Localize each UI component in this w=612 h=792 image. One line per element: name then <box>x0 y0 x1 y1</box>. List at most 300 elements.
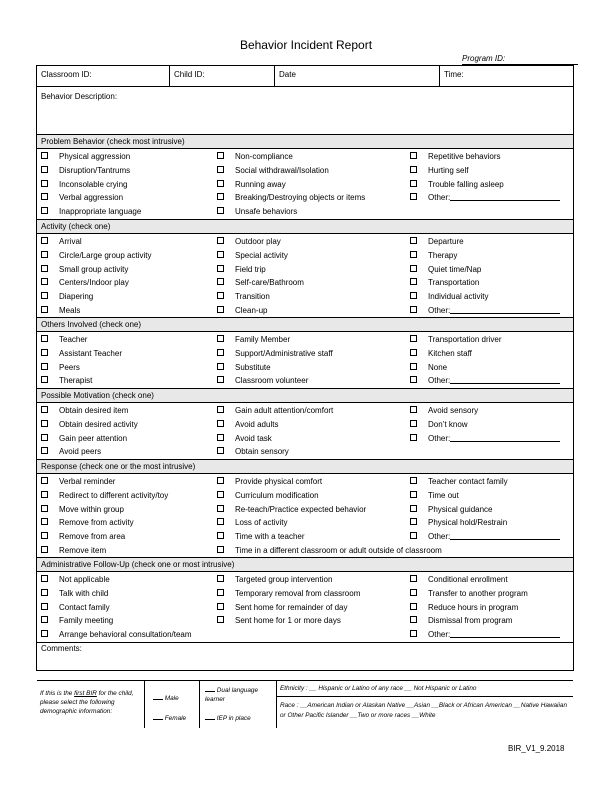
checkbox-label: Clean-up <box>235 305 268 315</box>
checkbox-option[interactable] <box>217 432 407 446</box>
checkbox-icon[interactable] <box>41 532 48 539</box>
checkbox-icon[interactable] <box>217 193 224 200</box>
checkbox-label: Reduce hours in program <box>428 602 519 612</box>
checkbox-icon[interactable] <box>41 477 48 484</box>
checkbox-label: Transportation <box>428 278 480 288</box>
checkbox-option[interactable] <box>410 587 570 601</box>
checkbox-option[interactable] <box>217 544 442 558</box>
checkbox-option[interactable] <box>217 573 407 587</box>
section-header-response: Response (check one or the most intrusive) <box>37 460 573 474</box>
race-options[interactable]: Race : __American Indian or Alaskan Native __Asian __Black or African American __Native Hawaiian or Other Pacific Islander __Two or more races __White <box>280 702 568 719</box>
checkbox-label: Teacher <box>59 335 88 344</box>
checkbox-icon[interactable] <box>410 420 417 427</box>
checkbox-icon[interactable] <box>41 630 48 637</box>
checkbox-label: Redirect to different activity/toy <box>59 490 169 500</box>
checkbox-icon[interactable] <box>217 180 224 187</box>
checkbox-option[interactable] <box>410 573 570 587</box>
checkbox-label: Avoid sensory <box>428 406 479 415</box>
checkbox-icon[interactable] <box>410 265 417 272</box>
other-blank-line[interactable] <box>450 192 560 201</box>
section-activity <box>37 234 573 318</box>
checkbox-option[interactable] <box>41 503 211 517</box>
checkbox-option[interactable] <box>41 614 211 628</box>
checkbox-icon[interactable] <box>41 546 48 553</box>
gender-options <box>145 681 200 728</box>
checkbox-label: Trouble falling asleep <box>428 179 504 189</box>
checkbox-option[interactable] <box>41 601 211 615</box>
checkbox-icon[interactable] <box>410 349 417 356</box>
checkbox-option[interactable] <box>41 304 211 318</box>
checkbox-option[interactable] <box>217 276 407 290</box>
child-id-field[interactable]: Child ID: <box>170 66 275 86</box>
checkbox-icon[interactable] <box>41 406 48 413</box>
checkbox-icon[interactable] <box>41 278 48 285</box>
behavior-description-field[interactable]: Behavior Description: <box>37 87 573 135</box>
activity-column-1 <box>41 235 211 318</box>
ethnicity-race <box>277 681 573 728</box>
checkbox-label: Individual activity <box>428 292 489 302</box>
checkbox-option[interactable] <box>410 516 570 530</box>
iep-option[interactable]: IEP in place <box>205 713 251 722</box>
checkbox-icon[interactable] <box>217 616 224 623</box>
checkbox-option[interactable] <box>410 628 570 642</box>
checkbox-icon[interactable] <box>217 152 224 159</box>
checkbox-option[interactable] <box>41 404 211 418</box>
checkbox-label: Unsafe behaviors <box>235 207 298 217</box>
checkbox-label: Remove from area <box>59 532 126 542</box>
others-column-1 <box>41 333 211 388</box>
checkbox-label: Family meeting <box>59 616 114 626</box>
form-version: BIR_V1_9.2018 <box>508 744 565 753</box>
checkbox-label: Other: <box>428 433 451 443</box>
checkbox-option[interactable] <box>41 290 211 304</box>
checkbox-label: Re-teach/Practice expected behavior <box>235 504 367 514</box>
checkbox-icon[interactable] <box>217 603 224 610</box>
checkbox-icon[interactable] <box>410 237 417 244</box>
checkbox-label: Inconsolable crying <box>59 179 128 189</box>
problem-column-1 <box>41 150 211 219</box>
checkbox-icon[interactable] <box>410 278 417 285</box>
checkbox-option[interactable] <box>410 361 570 375</box>
checkbox-icon[interactable] <box>41 518 48 525</box>
checkbox-option[interactable] <box>217 516 407 530</box>
checkbox-label: Departure <box>428 237 464 246</box>
checkbox-icon[interactable] <box>41 491 48 498</box>
checkbox-icon[interactable] <box>41 193 48 200</box>
others-column-3 <box>410 333 570 388</box>
other-blank-line[interactable] <box>450 375 560 384</box>
checkbox-label: Sent home for 1 or more days <box>235 616 341 626</box>
checkbox-icon[interactable] <box>217 505 224 512</box>
checkbox-option[interactable] <box>410 489 570 503</box>
checkbox-label: Arrange behavioral consultation/team <box>59 630 192 640</box>
other-blank-line[interactable] <box>450 305 560 314</box>
checkbox-label: Circle/Large group activity <box>59 250 152 260</box>
checkbox-option[interactable] <box>217 530 407 544</box>
checkbox-icon[interactable] <box>217 376 224 383</box>
checkbox-option[interactable] <box>41 573 211 587</box>
checkbox-icon[interactable] <box>410 434 417 441</box>
checkbox-option[interactable] <box>217 361 407 375</box>
checkbox-label: Provide physical comfort <box>235 477 323 486</box>
section-header-problem: Problem Behavior (check most intrusive) <box>37 135 573 149</box>
checkbox-icon[interactable] <box>41 166 48 173</box>
checkbox-option[interactable] <box>410 374 570 388</box>
checkbox-icon[interactable] <box>41 237 48 244</box>
checkbox-label: Contact family <box>59 602 110 612</box>
checkbox-icon[interactable] <box>410 363 417 370</box>
checkbox-icon[interactable] <box>217 420 224 427</box>
checkbox-option[interactable] <box>410 418 570 432</box>
response-column-3 <box>410 475 570 544</box>
checkbox-option[interactable] <box>410 347 570 361</box>
checkbox-option[interactable] <box>41 249 211 263</box>
checkbox-option[interactable] <box>410 503 570 517</box>
checkbox-icon[interactable] <box>41 616 48 623</box>
checkbox-icon[interactable] <box>41 505 48 512</box>
checkbox-option[interactable] <box>41 164 211 178</box>
checkbox-option[interactable] <box>410 304 570 318</box>
checkbox-icon[interactable] <box>217 546 224 553</box>
checkbox-option[interactable] <box>41 489 211 503</box>
checkbox-option[interactable] <box>410 263 570 277</box>
checkbox-option[interactable] <box>217 178 407 192</box>
checkbox-icon[interactable] <box>217 406 224 413</box>
checkbox-icon[interactable] <box>217 251 224 258</box>
problem-column-3 <box>410 150 570 205</box>
other-blank-line[interactable] <box>450 433 560 442</box>
checkbox-icon[interactable] <box>217 434 224 441</box>
checkbox-option[interactable] <box>41 361 211 375</box>
checkbox-label: Arrival <box>59 237 82 246</box>
checkbox-icon[interactable] <box>217 166 224 173</box>
checkbox-icon[interactable] <box>410 575 417 582</box>
checkbox-label: Avoid adults <box>235 419 279 429</box>
section-header-motivation: Possible Motivation (check one) <box>37 389 573 403</box>
section-others <box>37 332 573 389</box>
checkbox-icon[interactable] <box>41 251 48 258</box>
checkbox-option[interactable] <box>217 290 407 304</box>
checkbox-label: Peers <box>59 362 80 372</box>
checkbox-label: Special activity <box>235 250 288 260</box>
checkbox-label: Curriculum modification <box>235 490 319 500</box>
checkbox-icon[interactable] <box>41 335 48 342</box>
checkbox-icon[interactable] <box>41 292 48 299</box>
checkbox-option[interactable] <box>41 475 211 489</box>
checkbox-label: Quiet time/Nap <box>428 264 482 274</box>
checkbox-label: Obtain desired activity <box>59 419 138 429</box>
checkbox-icon[interactable] <box>41 152 48 159</box>
checkbox-label: Sent home for remainder of day <box>235 602 348 612</box>
checkbox-option[interactable] <box>217 164 407 178</box>
checkbox-icon[interactable] <box>410 491 417 498</box>
checkbox-icon[interactable] <box>410 376 417 383</box>
activity-column-2 <box>217 235 407 318</box>
checkbox-icon[interactable] <box>410 616 417 623</box>
checkbox-label: Classroom volunteer <box>235 376 309 386</box>
checkbox-option[interactable] <box>410 290 570 304</box>
checkbox-label: Move within group <box>59 504 124 514</box>
checkbox-option[interactable] <box>217 475 407 489</box>
checkbox-icon[interactable] <box>410 152 417 159</box>
checkbox-option[interactable] <box>41 530 211 544</box>
checkbox-label: Remove item <box>59 545 107 555</box>
checkbox-label: Physical hold/Restrain <box>428 518 508 528</box>
others-column-2 <box>217 333 407 388</box>
checkbox-icon[interactable] <box>41 603 48 610</box>
checkbox-icon[interactable] <box>41 420 48 427</box>
checkbox-label: Field trip <box>235 264 266 274</box>
classroom-id-field[interactable]: Classroom ID: <box>37 66 170 86</box>
checkbox-option[interactable] <box>217 614 407 628</box>
checkbox-option[interactable] <box>217 191 407 205</box>
checkbox-icon[interactable] <box>41 207 48 214</box>
checkbox-icon[interactable] <box>41 589 48 596</box>
checkbox-label: Therapy <box>428 250 458 260</box>
checkbox-label: Inappropriate language <box>59 207 142 217</box>
checkbox-option[interactable] <box>41 432 211 446</box>
section-header-admin: Administrative Follow-Up (check one or most intrusive) <box>37 558 573 572</box>
checkbox-option[interactable] <box>41 445 211 459</box>
checkbox-label: Temporary removal from classroom <box>235 588 361 598</box>
checkbox-option[interactable] <box>41 516 211 530</box>
checkbox-option[interactable] <box>410 235 570 249</box>
checkbox-label: Other: <box>428 193 451 203</box>
other-blank-line[interactable] <box>450 531 560 540</box>
checkbox-option[interactable] <box>217 205 407 219</box>
checkbox-label: Self-care/Bathroom <box>235 278 304 288</box>
checkbox-label: Other: <box>428 630 451 640</box>
checkbox-label: Transportation driver <box>428 335 502 344</box>
checkbox-label: Obtain desired item <box>59 406 129 415</box>
checkbox-option[interactable] <box>41 276 211 290</box>
checkbox-label: Verbal reminder <box>59 477 116 486</box>
checkbox-option[interactable] <box>41 235 211 249</box>
checkbox-label: Time out <box>428 490 459 500</box>
checkbox-option[interactable] <box>410 475 570 489</box>
checkbox-option[interactable] <box>217 503 407 517</box>
checkbox-option[interactable] <box>217 150 407 164</box>
checkbox-icon[interactable] <box>41 363 48 370</box>
checkbox-icon[interactable] <box>217 335 224 342</box>
checkbox-icon[interactable] <box>410 532 417 539</box>
checkbox-icon[interactable] <box>217 265 224 272</box>
checkbox-icon[interactable] <box>217 306 224 313</box>
activity-column-3 <box>410 235 570 318</box>
dual-language-option[interactable]: Dual language learner <box>205 687 258 703</box>
checkbox-icon[interactable] <box>410 603 417 610</box>
checkbox-label: Other: <box>428 376 451 386</box>
checkbox-label: Assistant Teacher <box>59 348 122 358</box>
checkbox-icon[interactable] <box>410 335 417 342</box>
checkbox-label: Hurting self <box>428 165 469 175</box>
checkbox-icon[interactable] <box>217 518 224 525</box>
checkbox-icon[interactable] <box>217 447 224 454</box>
checkbox-option[interactable] <box>217 249 407 263</box>
checkbox-label: Running away <box>235 179 286 189</box>
checkbox-icon[interactable] <box>217 292 224 299</box>
checkbox-icon[interactable] <box>41 376 48 383</box>
checkbox-option[interactable] <box>410 530 570 544</box>
checkbox-label: Talk with child <box>59 588 109 598</box>
checkbox-icon[interactable] <box>410 251 417 258</box>
checkbox-icon[interactable] <box>217 575 224 582</box>
checkbox-icon[interactable] <box>410 180 417 187</box>
checkbox-option[interactable] <box>410 150 570 164</box>
checkbox-label: Verbal aggression <box>59 193 124 203</box>
checkbox-label: Substitute <box>235 362 271 372</box>
checkbox-label: Transfer to another program <box>428 588 528 598</box>
checkbox-label: Disruption/Tantrums <box>59 165 131 175</box>
checkbox-icon[interactable] <box>410 477 417 484</box>
checkbox-option[interactable] <box>41 374 211 388</box>
checkbox-option[interactable] <box>410 178 570 192</box>
checkbox-label: Teacher contact family <box>428 477 508 486</box>
checkbox-icon[interactable] <box>41 447 48 454</box>
checkbox-option[interactable] <box>217 445 407 459</box>
checkbox-option[interactable] <box>41 628 211 642</box>
checkbox-icon[interactable] <box>41 434 48 441</box>
checkbox-option[interactable] <box>41 587 211 601</box>
checkbox-label: Small group activity <box>59 264 129 274</box>
checkbox-label: Centers/Indoor play <box>59 278 129 288</box>
checkbox-icon[interactable] <box>217 349 224 356</box>
motivation-column-2 <box>217 404 407 459</box>
checkbox-option[interactable] <box>410 404 570 418</box>
checkbox-label: Physical guidance <box>428 504 493 514</box>
checkbox-option[interactable] <box>217 489 407 503</box>
checkbox-label: Time in a different classroom or adult outside of classroom <box>235 545 442 555</box>
checkbox-icon[interactable] <box>410 306 417 313</box>
checkbox-option[interactable] <box>217 374 407 388</box>
checkbox-label: Conditional enrollment <box>428 575 508 584</box>
checkbox-icon[interactable] <box>217 589 224 596</box>
checkbox-option[interactable] <box>41 191 211 205</box>
checkbox-icon[interactable] <box>410 166 417 173</box>
demographics-intro: If this is the first BIR for the child, please select the following demographic information: <box>37 681 145 728</box>
checkbox-label: Don’t know <box>428 419 468 429</box>
section-response <box>37 474 573 558</box>
checkbox-icon[interactable] <box>410 589 417 596</box>
checkbox-icon[interactable] <box>410 505 417 512</box>
other-blank-line[interactable] <box>450 629 560 638</box>
checkbox-option[interactable] <box>410 249 570 263</box>
checkbox-icon[interactable] <box>217 477 224 484</box>
dll-iep-options <box>200 681 277 728</box>
checkbox-option[interactable] <box>41 263 211 277</box>
checkbox-icon[interactable] <box>217 278 224 285</box>
checkbox-label: Loss of activity <box>235 518 288 528</box>
program-id-field[interactable]: Program ID: <box>462 54 578 65</box>
checkbox-icon[interactable] <box>41 349 48 356</box>
checkbox-option[interactable] <box>410 432 570 446</box>
page-title: Behavior Incident Report <box>239 38 373 52</box>
female-option[interactable]: Female <box>153 713 186 722</box>
checkbox-label: Not applicable <box>59 575 110 584</box>
checkbox-label: Diapering <box>59 292 94 302</box>
checkbox-label: Other: <box>428 532 451 542</box>
checkbox-icon[interactable] <box>41 575 48 582</box>
checkbox-option[interactable] <box>41 333 211 347</box>
section-admin <box>37 572 573 643</box>
checkbox-label: Avoid peers <box>59 447 102 457</box>
demographics-row <box>37 681 573 728</box>
checkbox-option[interactable] <box>410 333 570 347</box>
checkbox-option[interactable] <box>217 418 407 432</box>
checkbox-icon[interactable] <box>217 363 224 370</box>
checkbox-icon[interactable] <box>217 237 224 244</box>
checkbox-label: Physical aggression <box>59 152 131 161</box>
checkbox-icon[interactable] <box>410 518 417 525</box>
checkbox-option[interactable] <box>41 150 211 164</box>
checkbox-label: Other: <box>428 305 451 315</box>
male-option[interactable]: Male <box>153 693 179 702</box>
section-header-others: Others Involved (check one) <box>37 318 573 332</box>
checkbox-icon[interactable] <box>41 180 48 187</box>
checkbox-icon[interactable] <box>217 532 224 539</box>
checkbox-option[interactable] <box>41 205 211 219</box>
motivation-column-1 <box>41 404 211 459</box>
checkbox-option[interactable] <box>217 347 407 361</box>
checkbox-label: Obtain sensory <box>235 447 289 457</box>
checkbox-option[interactable] <box>410 601 570 615</box>
comments-field[interactable]: Comments: <box>37 643 573 681</box>
checkbox-icon[interactable] <box>410 406 417 413</box>
checkbox-option[interactable] <box>217 601 407 615</box>
checkbox-option[interactable] <box>217 304 407 318</box>
checkbox-icon[interactable] <box>217 491 224 498</box>
checkbox-icon[interactable] <box>217 207 224 214</box>
checkbox-option[interactable] <box>410 614 570 628</box>
checkbox-icon[interactable] <box>41 265 48 272</box>
checkbox-label: Social withdrawal/Isolation <box>235 165 329 175</box>
checkbox-label: Gain adult attention/comfort <box>235 406 334 415</box>
time-field[interactable]: Time: <box>444 70 464 79</box>
checkbox-label: Kitchen staff <box>428 348 472 358</box>
checkbox-label: Avoid task <box>235 433 272 443</box>
checkbox-label: Family Member <box>235 335 291 344</box>
checkbox-label: None <box>428 362 448 372</box>
checkbox-option[interactable] <box>217 404 407 418</box>
checkbox-icon[interactable] <box>410 193 417 200</box>
problem-column-2 <box>217 150 407 219</box>
checkbox-label: Non-compliance <box>235 152 293 161</box>
checkbox-icon[interactable] <box>410 292 417 299</box>
checkbox-option[interactable] <box>410 164 570 178</box>
checkbox-option[interactable] <box>217 263 407 277</box>
checkbox-option[interactable] <box>41 347 211 361</box>
checkbox-option[interactable] <box>410 191 570 205</box>
section-header-activity: Activity (check one) <box>37 220 573 234</box>
checkbox-option[interactable] <box>217 235 407 249</box>
motivation-column-3 <box>410 404 570 445</box>
checkbox-option[interactable] <box>217 587 407 601</box>
checkbox-option[interactable] <box>217 333 407 347</box>
checkbox-label: Outdoor play <box>235 237 281 246</box>
checkbox-option[interactable] <box>41 544 211 558</box>
section-motivation <box>37 403 573 460</box>
checkbox-option[interactable] <box>410 276 570 290</box>
checkbox-label: Support/Administrative staff <box>235 348 333 358</box>
checkbox-icon[interactable] <box>41 306 48 313</box>
checkbox-option[interactable] <box>41 418 211 432</box>
checkbox-option[interactable] <box>41 178 211 192</box>
checkbox-label: Remove from activity <box>59 518 134 528</box>
checkbox-label: Dismissal from program <box>428 616 513 626</box>
checkbox-icon[interactable] <box>410 630 417 637</box>
ethnicity-options[interactable]: Ethnicity : __ Hispanic or Latino of any race __ Not Hispanic or Latino <box>277 681 573 697</box>
date-field[interactable]: Date <box>275 66 440 86</box>
